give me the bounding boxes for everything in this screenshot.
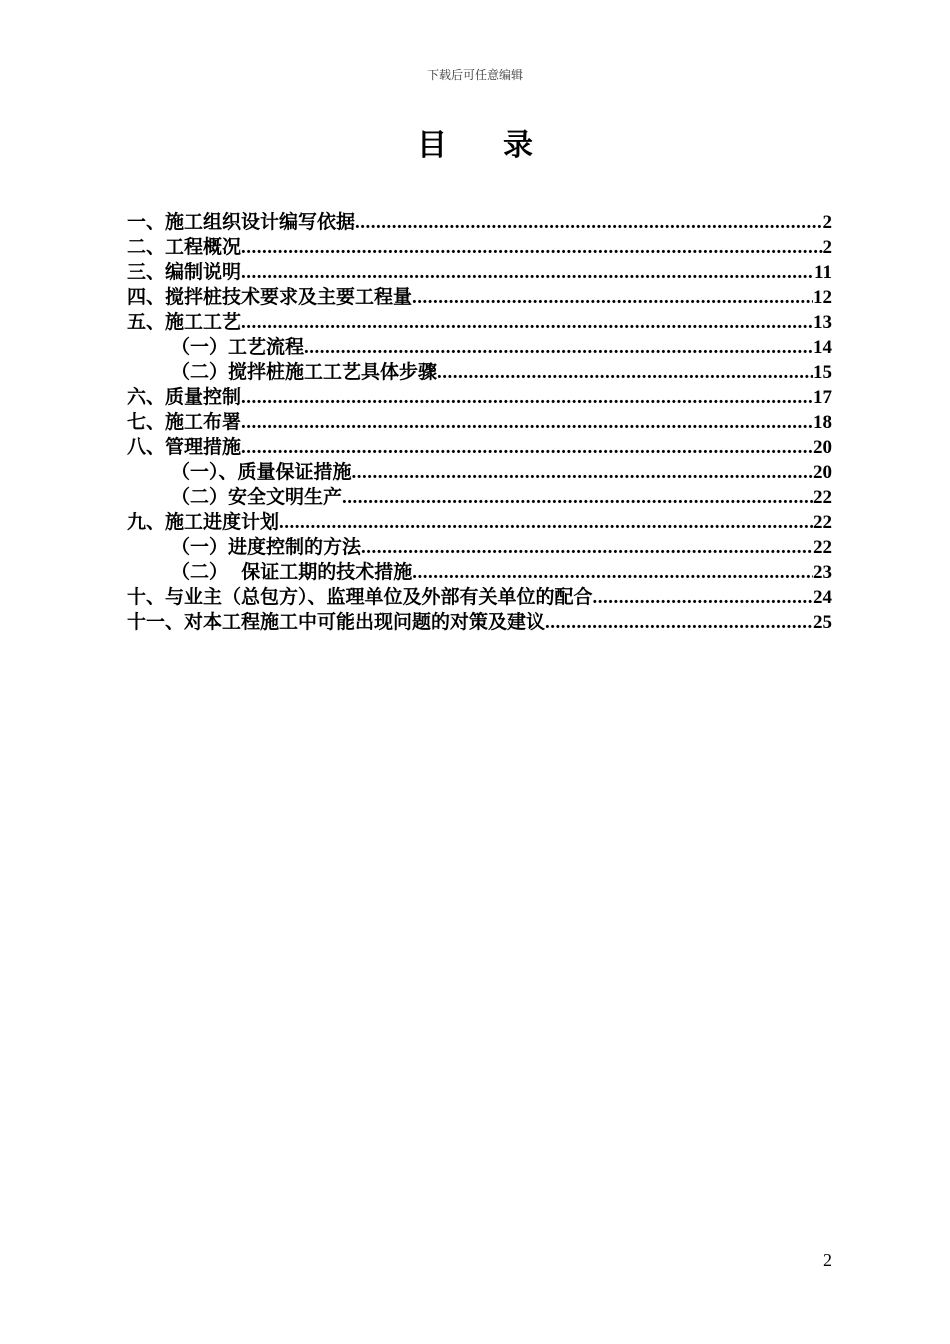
- toc-entry[interactable]: [127, 307, 832, 332]
- toc-subentry[interactable]: [127, 532, 832, 557]
- toc-entry[interactable]: [127, 257, 832, 282]
- toc-entry-page: 2: [822, 237, 832, 257]
- toc-entry-label: 七、施工布署: [127, 411, 242, 432]
- toc-entry-page: 11: [814, 262, 832, 282]
- toc-leader-dots: [241, 262, 814, 282]
- toc-entry[interactable]: [127, 207, 832, 232]
- toc-subentry[interactable]: [127, 482, 832, 507]
- toc-leader-dots: [593, 587, 813, 607]
- toc-leader-dots: [241, 387, 813, 407]
- toc-entry[interactable]: [127, 507, 832, 532]
- toc-leader-dots: [241, 312, 813, 332]
- toc-entry[interactable]: [127, 407, 832, 432]
- toc-entry-label: 九、施工进度计划: [127, 511, 280, 532]
- toc-entry[interactable]: [127, 432, 832, 457]
- toc-leader-dots: [412, 287, 813, 307]
- toc-leader-dots: [355, 212, 822, 232]
- toc-leader-dots: [304, 337, 813, 357]
- toc-leader-dots: [412, 562, 813, 582]
- toc-entry-page: 12: [813, 287, 832, 307]
- toc-entry-label: 二、工程概况: [127, 236, 242, 257]
- toc-entry-label: 六、质量控制: [127, 386, 242, 407]
- toc-entry-label: 八、管理措施: [127, 436, 242, 457]
- toc-entry-page: 23: [813, 562, 832, 582]
- toc-leader-dots: [545, 612, 813, 632]
- toc-subentry[interactable]: [127, 557, 832, 582]
- toc-entry-label: （一）工艺流程: [171, 336, 305, 357]
- toc-entry-label: （二）安全文明生产: [171, 486, 343, 507]
- toc-entry-page: 13: [813, 312, 832, 332]
- toc-entry-page: 15: [813, 362, 832, 382]
- toc-entry-page: 22: [813, 512, 832, 532]
- toc-title: 目录: [417, 128, 589, 163]
- toc-entry[interactable]: [127, 282, 832, 307]
- toc-entry-label: （二）搅拌桩施工工艺具体步骤: [171, 361, 438, 382]
- toc-entry-page: 25: [813, 612, 832, 632]
- toc-entry-page: 20: [813, 437, 832, 457]
- toc-leader-dots: [241, 437, 813, 457]
- toc-entry-label: （二） 保证工期的技术措施: [171, 561, 413, 582]
- toc-entry-label: （一）进度控制的方法: [171, 536, 362, 557]
- toc-entry-page: 20: [813, 462, 832, 482]
- toc-leader-dots: [241, 237, 822, 257]
- toc-subentry[interactable]: [127, 357, 832, 382]
- toc-entry-label: 五、施工工艺: [127, 311, 242, 332]
- toc-entry-label: 三、编制说明: [127, 261, 242, 282]
- toc-entry-page: 22: [813, 487, 832, 507]
- toc-entry-page: 2: [822, 212, 832, 232]
- toc-entry-label: 一、施工组织设计编写依据: [127, 211, 356, 232]
- toc-entry-label: 十一、对本工程施工中可能出现问题的对策及建议: [127, 611, 546, 632]
- toc-leader-dots: [241, 412, 813, 432]
- toc-entry-label: 十、与业主（总包方）、监理单位及外部有关单位的配合: [127, 586, 593, 607]
- header-note: 下载后可任意编辑: [426, 68, 523, 82]
- toc-entry-label: （一）、质量保证措施: [171, 461, 352, 482]
- toc-leader-dots: [342, 487, 813, 507]
- toc-leader-dots: [279, 512, 813, 532]
- toc-subentry[interactable]: [127, 332, 832, 357]
- toc-entry-page: 14: [813, 337, 832, 357]
- toc-entry-page: 18: [813, 412, 832, 432]
- toc-leader-dots: [437, 362, 813, 382]
- toc-leader-dots: [361, 537, 813, 557]
- toc-entry[interactable]: [127, 582, 832, 607]
- table-of-contents: [127, 207, 832, 632]
- toc-entry[interactable]: [127, 382, 832, 407]
- toc-entry[interactable]: [127, 607, 832, 632]
- toc-entry-page: 17: [813, 387, 832, 407]
- toc-subentry[interactable]: [127, 457, 832, 482]
- toc-entry-label: 四、搅拌桩技术要求及主要工程量: [127, 286, 413, 307]
- toc-entry-page: 24: [813, 587, 832, 607]
- toc-entry[interactable]: [127, 232, 832, 257]
- toc-leader-dots: [352, 462, 813, 482]
- page-number: 2: [823, 1250, 832, 1270]
- toc-entry-page: 22: [813, 537, 832, 557]
